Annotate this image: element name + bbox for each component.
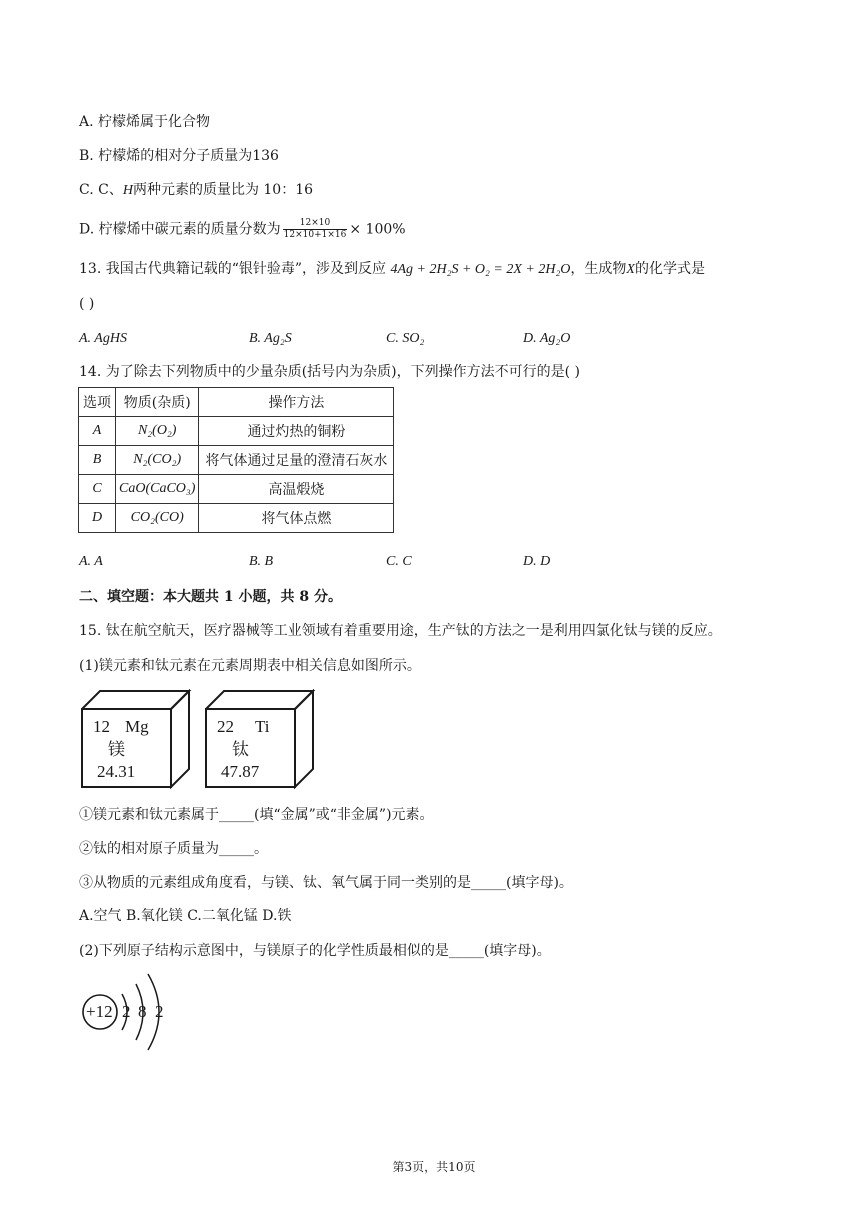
q15-sub1: ①镁元素和钛元素属于_____(填“金属”或“非金属”)元素。 [79,807,434,823]
q15-stem: 15. 钛在航空航天，医疗器械等工业领域有着重要用途，生产钛的方法之一是利用四氯化钛与镁的反应。 [79,623,722,639]
q13-option-c: C. SO₂ [386,331,425,346]
table-row [79,417,394,446]
fraction-denominator: 12×10+1×16 [283,230,347,240]
q13-option-a: A. AgHS [79,331,127,346]
page-footer: 第3页，共10页 [392,1160,476,1174]
ti-atomic-mass: 47.87 [221,762,260,781]
table-cell: B [79,446,116,475]
table-row [79,475,394,504]
mg-symbol: Mg [125,717,149,736]
ti-symbol: Ti [255,717,270,736]
mg-name: 镁 [108,740,125,759]
q12-option-c [79,180,313,201]
mg-atomic-number: 12 [93,717,110,736]
q13-stem [79,259,705,280]
table-cell: 将气体点燃 [199,504,394,533]
q15-part2: (2)下列原子结构示意图中，与镁原子的化学性质最相似的是_____(填字母)。 [79,943,551,959]
q13-x-var: X [626,262,635,277]
mass-fraction [283,218,348,241]
table-cell: A [79,417,116,446]
q12-option-d-pre: D. 柠檬烯中碳元素的质量分数为 [79,221,281,238]
q14-option-b: B. B [249,554,274,569]
q13-stem-mid: ，生成物 [570,261,627,277]
table-cell: 高温煅烧 [199,475,394,504]
table-cell: D [79,504,116,533]
q12-option-c-post: 两种元素的质量比为 10：16 [132,182,314,198]
q14-table [78,387,394,533]
q15-sub3-options: A.空气 B.氧化镁 C.二氧化锰 D.铁 [79,908,292,924]
table-cell: N₂(CO₂) [116,446,199,475]
section-heading: 二、填空题：本大题共 1 小题，共 8 分。 [79,589,342,605]
q12-option-b: B. 柠檬烯的相对分子质量为136 [79,148,279,164]
q13-option-b: B. Ag₂S [249,331,292,346]
nucleus-charge: +12 [86,1002,113,1021]
q15-sub2: ②钛的相对原子质量为_____。 [79,841,268,857]
table-cell: CaO(CaCO₃) [116,475,199,504]
table-header-cell: 操作方法 [199,388,394,417]
ti-name: 钛 [232,740,249,759]
q14-option-a: A. A [79,554,103,569]
table-header-cell: 选项 [79,388,116,417]
q12-option-c-h: H [122,183,133,198]
q13-stem-post: 的化学式是 [634,261,705,277]
table-header-row [79,388,394,417]
q12-option-d-post: × 100% [349,221,406,238]
table-row [79,446,394,475]
q14-stem: 14. 为了除去下列物质中的少量杂质(括号内为杂质)，下列操作方法不可行的是( ) [79,364,581,380]
fraction-numerator: 12×10 [283,218,348,230]
q13-stem-pre: 13. 我国古代典籍记载的“银针验毒”，涉及到反应 [79,261,391,277]
ti-atomic-number: 22 [217,717,234,736]
q12-option-a: A. 柠檬烯属于化合物 [79,114,211,130]
shell3-electrons: 2 [155,1002,164,1021]
element-card-mg [81,689,193,791]
q15-sub3: ③从物质的元素组成角度看，与镁、钛、氧气属于同一类别的是_____(填字母)。 [79,875,573,891]
atom-structure-diagram [78,970,178,1054]
q13-equation: 4Ag + 2H₂S + O₂ = 2X + 2H₂O [390,262,571,277]
table-cell: C [79,475,116,504]
shell2-electrons: 8 [138,1002,147,1021]
element-card-ti [205,689,317,791]
table-row [79,504,394,533]
q14-option-d: D. D [523,554,551,569]
q14-option-c: C. C [386,554,412,569]
q12-option-c-pre: C. C、 [79,182,123,198]
q13-answer-bracket: ( ) [79,296,95,312]
table-cell: CO₂(CO) [116,504,199,533]
shell1-electrons: 2 [122,1002,131,1021]
q13-option-d: D. Ag₂O [523,331,571,346]
q15-part1: (1)镁元素和钛元素在元素周期表中相关信息如图所示。 [79,658,421,674]
q12-option-d [79,218,406,241]
table-cell: 通过灼热的铜粉 [199,417,394,446]
mg-atomic-mass: 24.31 [97,762,136,781]
table-cell: 将气体通过足量的澄清石灰水 [199,446,394,475]
table-header-cell: 物质(杂质) [116,388,199,417]
table-cell: N₂(O₂) [116,417,199,446]
